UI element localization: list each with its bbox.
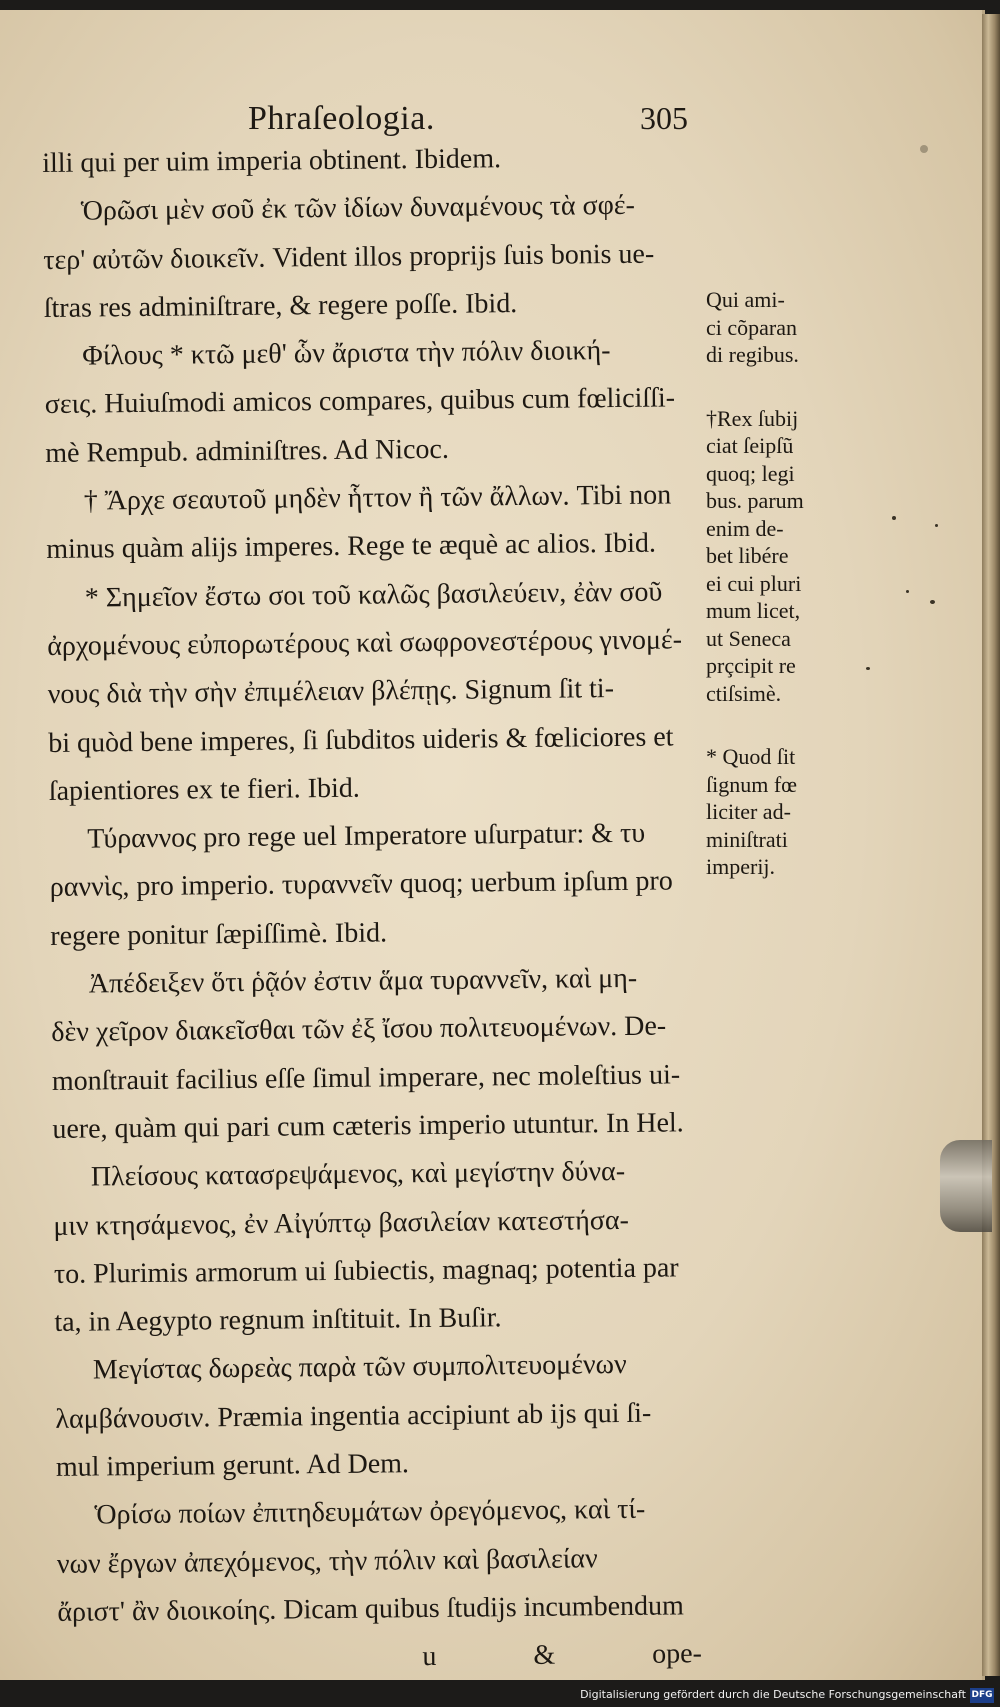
text-line: μιν κτησάμενος, ἐν Αἰγύπτῳ βασιλείαν κατεστήσα- — [53, 1204, 630, 1242]
ink-speck — [920, 145, 928, 153]
ink-speck — [935, 524, 938, 527]
note-line: Qui ami- — [706, 287, 785, 312]
note-line: bet libére — [706, 543, 789, 568]
margin-note — [706, 286, 856, 369]
catchword-line: u & ope- — [422, 1638, 703, 1673]
book-page — [0, 10, 985, 1680]
text-line: λαμβάνουσιν. Præmia ingentia accipiunt ab ijs qui ſi- — [55, 1397, 652, 1435]
text-line: ἄριστ' ἂν διοικοίης. Dicam quibus ſtudijs incumbendum — [57, 1590, 684, 1628]
note-line: †Rex ſubij — [706, 405, 799, 431]
body-text — [42, 133, 708, 1685]
text-line: Τύραννος pro rege uel Imperatore uſurpatur: & τυ — [87, 817, 646, 855]
note-line: ut Seneca — [706, 625, 791, 651]
page-title: Phraſeologia. — [248, 100, 435, 137]
note-line: prçcipit re — [706, 653, 796, 678]
text-line: Ἀπέδειξεν ὅτι ῥᾷόν ἐστιν ἅμα τυραννεῖν, καὶ μη- — [88, 962, 638, 1000]
note-line: enim de- — [706, 515, 784, 541]
text-line: νων ἔργων ἀπεχόμενος, τὴν πόλιν καὶ βασιλείαν — [56, 1542, 598, 1580]
page-number: 305 — [640, 100, 688, 136]
text-line: illi qui per uim imperia obtinent. Ibidem. — [42, 143, 502, 179]
text-line: ta, in Aegypto regnum inſtituit. In Buſir. — [54, 1302, 502, 1339]
margin-note — [706, 405, 856, 708]
text-line: νους διὰ τὴν σὴν ἐπιμέλειαν βλέπῃς. Signum ſit ti- — [47, 673, 615, 711]
note-line: ci cõparan — [706, 314, 797, 340]
text-line: Μεγίστας δωρεὰς παρὰ τῶν συμπολιτευομένων — [92, 1349, 627, 1386]
text-line: bi quòd bene imperes, ſi ſubditos uideris & fœliciores et — [48, 720, 674, 759]
text-line: ſapientiores ex te fieri. Ibid. — [48, 772, 360, 807]
book-clip — [940, 1140, 992, 1232]
text-line: uere, quàm qui pari cum cæteris imperio utuntur. In Hel. — [52, 1107, 684, 1145]
margin-note — [706, 743, 856, 881]
text-line: ſtras res adminiſtrare, & regere poſſe. Ibid. — [43, 287, 518, 324]
note-line: imperij. — [706, 854, 776, 879]
ink-speck — [906, 590, 909, 593]
text-line: ραννὶς, pro imperio. τυραννεῖν quoq; uerbum ipſum pro — [49, 865, 673, 904]
note-line: mum licet, — [706, 598, 801, 623]
note-line: ctiſsimè. — [706, 680, 782, 706]
note-line: ſignum fœ — [706, 771, 798, 797]
margin-notes — [706, 286, 856, 917]
ink-speck — [866, 667, 870, 670]
note-line: liciter ad- — [706, 799, 791, 824]
text-line: minus quàm alijs imperes. Rege te æquè ac alios. Ibid. — [46, 527, 657, 566]
text-line: Πλείσους κατασρεψάμενος, καὶ μεγίστην δύνα- — [90, 1156, 626, 1193]
text-line: regere ponitur ſæpiſſimè. Ibid. — [50, 917, 388, 952]
ink-speck — [930, 600, 935, 604]
text-line: * Σημεῖον ἔστω σοι τοῦ καλῶς βασιλεύειν, ἐὰν σοῦ — [84, 576, 663, 614]
note-line: quoq; legi — [706, 460, 795, 486]
dfg-logo-icon: DFG — [970, 1688, 994, 1703]
note-line: di regibus. — [706, 342, 799, 367]
text-line: δὲν χεῖρον διακεῖσθαι τῶν ἐξ ἴσου πολιτευομένων. De- — [51, 1010, 667, 1049]
note-line: * Quod ſit — [706, 744, 796, 769]
text-line: σεις. Huiuſmodi amicos compares, quibus cum fœliciſſi- — [44, 382, 676, 421]
note-line: ciat ſeipſũ — [706, 433, 794, 458]
text-line: το. Plurimis armorum ui ſubiectis, magnaq; potentia par — [53, 1252, 679, 1290]
text-line: τερ' αὐτῶν διοικεῖν. Vident illos proprijs ſuis bonis ue- — [43, 238, 655, 276]
page-edge — [982, 14, 1000, 1676]
funding-note: Digitalisierung gefördert durch die Deutsche Forschungsgemeinschaft — [580, 1688, 966, 1701]
ink-speck — [892, 516, 896, 520]
text-line: monſtrauit facilius eſſe ſimul imperare, nec moleſtius ui- — [51, 1059, 681, 1097]
text-line: Ὁρίσω ποίων ἐπιτηδευμάτων ὀρεγόμενος, καὶ τί- — [94, 1494, 646, 1531]
note-line: bus. parum — [706, 488, 804, 513]
text-line: mul imperium gerunt. Ad Dem. — [55, 1448, 410, 1483]
text-line: mè Rempub. adminiſtres. Ad Nicoc. — [45, 433, 450, 469]
text-line: † Ἄρχε σεαυτοῦ μηδὲν ἧττον ἢ τῶν ἄλλων. Tibi non — [83, 479, 672, 517]
footer-bar — [0, 1680, 1000, 1707]
text-line: Φίλους * κτῶ μεθ' ὧν ἄριστα τὴν πόλιν διοική- — [82, 335, 611, 372]
text-line: ἀρχομένους εὐπορωτέρους καὶ σωφρονεστέρους γινομέ- — [47, 624, 683, 662]
note-line: miniſtrati — [706, 826, 788, 852]
note-line: ei cui pluri — [706, 570, 802, 596]
text-line: Ὁρῶσι μὲν σοῦ ἐκ τῶν ἰδίων δυναμένους τὰ σφέ- — [80, 190, 636, 227]
